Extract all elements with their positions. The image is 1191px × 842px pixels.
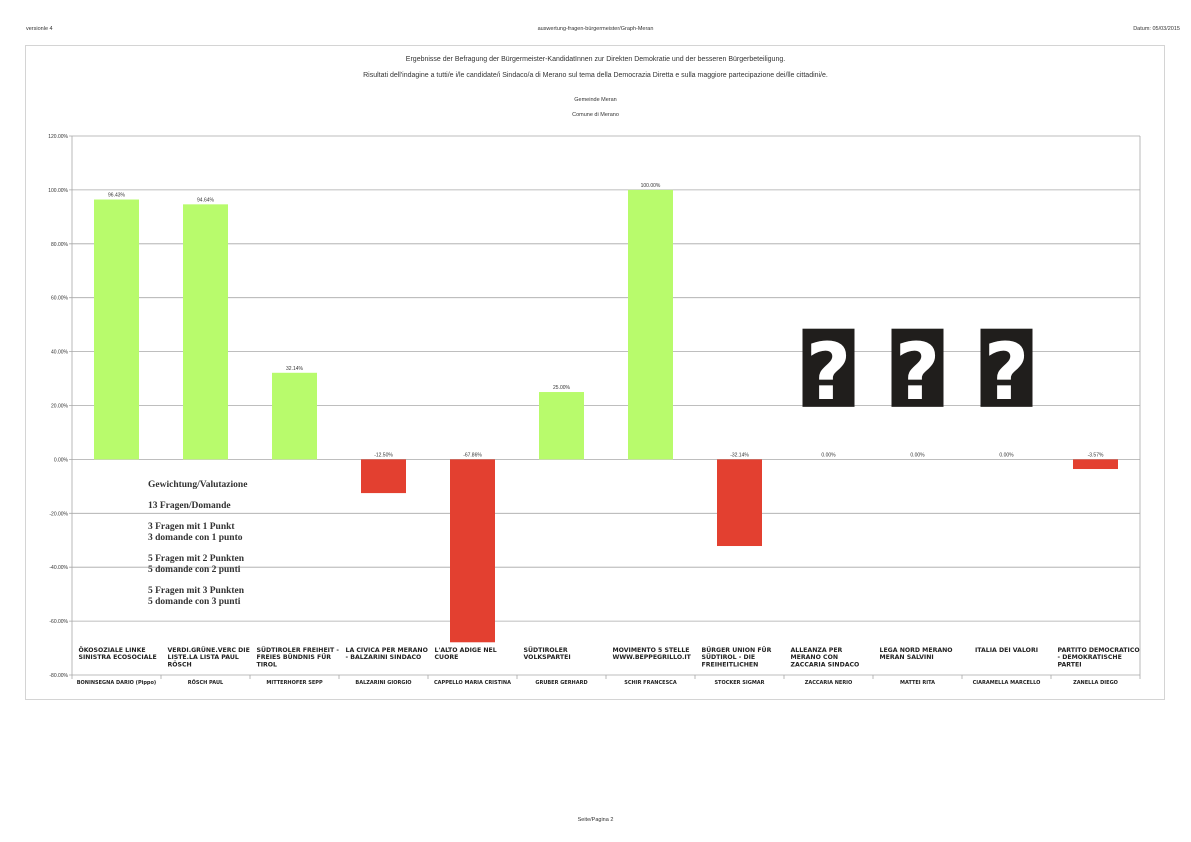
- legend-2pt-it: 5 domande con 2 punti: [148, 565, 241, 575]
- candidate-label: CAPPELLO MARIA CRISTINA: [434, 680, 511, 686]
- chart-subtitle-municipality-de: Gemeinde Meran: [574, 97, 617, 103]
- value-label: 32.14%: [286, 365, 303, 372]
- category-label: SÜDTIROL - DIE: [701, 654, 756, 662]
- candidate-label: RÖSCH PAUL: [187, 680, 224, 686]
- category-label: TIROL: [256, 661, 277, 669]
- candidate-label: MATTEI RITA: [899, 680, 936, 686]
- value-label: 0.00%: [821, 452, 836, 459]
- legend-3pt-de: 5 Fragen mit 3 Punkten: [148, 586, 245, 596]
- bars: [94, 190, 1118, 642]
- category-label: RÖSCH: [167, 661, 192, 669]
- candidate-label: CIARAMELLA MARCELLO: [972, 680, 1041, 686]
- weighting-legend: [148, 480, 247, 608]
- category-label: MOVIMENTO 5 STELLE: [612, 647, 690, 654]
- y-tick-label: 0.00%: [53, 457, 68, 464]
- y-tick-label: -80.00%: [49, 673, 68, 679]
- y-tick-label: 80.00%: [51, 241, 68, 248]
- value-label: -12.50%: [374, 452, 393, 459]
- category-label: ZACCARIA SINDACO: [790, 661, 860, 669]
- bar: [272, 373, 317, 460]
- value-label: 96.43%: [108, 192, 125, 199]
- bar: [717, 459, 762, 546]
- category-label: LISTE.LA LISTA PAUL: [167, 654, 239, 662]
- value-label: 100.00%: [640, 182, 661, 189]
- candidate-labels: [77, 679, 1118, 686]
- y-tick-label: -60.00%: [49, 619, 68, 626]
- y-tick-label: -20.00%: [49, 511, 68, 518]
- value-label: 25.00%: [553, 385, 570, 392]
- bar: [1073, 459, 1118, 469]
- value-label: 94.64%: [197, 197, 214, 204]
- y-tick-label: 60.00%: [51, 295, 68, 302]
- question-mark-icon: ?: [983, 328, 1030, 419]
- category-label: VERDI.GRÜNE.VERC DIE: [167, 647, 250, 654]
- y-tick-label: 20.00%: [51, 403, 68, 410]
- value-label: -67.86%: [463, 452, 482, 459]
- value-label: 0.00%: [999, 452, 1014, 459]
- category-label: LEGA NORD MERANO: [879, 647, 953, 654]
- category-label: PARTEI: [1057, 661, 1082, 669]
- y-tick-label: -40.00%: [49, 565, 68, 572]
- value-label: -32.14%: [730, 452, 749, 459]
- y-tick-label: 120.00%: [48, 134, 68, 140]
- category-label: BÜRGER UNION FÜR: [701, 647, 772, 654]
- y-tick-label: 100.00%: [48, 187, 68, 194]
- category-label: ALLEANZA PER: [790, 647, 843, 654]
- bar: [183, 204, 228, 459]
- bar: [450, 459, 495, 642]
- header-filename: auswertung-fragen-bürgermeister/Graph-Meran: [537, 26, 654, 32]
- value-label: 0.00%: [910, 452, 925, 459]
- candidate-label: MITTERHOFER SEPP: [266, 680, 323, 686]
- legend-1pt-it: 3 domande con 1 punto: [148, 533, 243, 543]
- value-labels: [108, 183, 1104, 459]
- category-label: L'ALTO ADIGE NEL: [434, 647, 497, 654]
- category-label: SINISTRA ECOSOCIALE: [78, 654, 157, 662]
- x-category-labels: [79, 645, 1140, 668]
- candidate-label: BALZARINI GIORGIO: [355, 680, 412, 686]
- chart-subtitle-municipality-it: Comune di Merano: [572, 112, 619, 118]
- y-tick-label: 40.00%: [51, 349, 68, 356]
- page-number: Seite/Pagina 2: [577, 817, 614, 823]
- question-mark-icon: ?: [805, 328, 852, 419]
- candidate-label: GRUBER GERHARD: [535, 680, 588, 686]
- category-label: WWW.BEPPEGRILLO.IT: [612, 654, 691, 662]
- category-label: SÜDTIROLER FREIHEIT -: [256, 647, 339, 654]
- legend-3pt-it: 5 domande con 3 punti: [148, 597, 241, 607]
- legend-2pt-de: 5 Fragen mit 2 Punkten: [148, 554, 245, 564]
- bar: [628, 190, 673, 460]
- candidate-label: ZANELLA DIEGO: [1073, 680, 1118, 686]
- category-label: CUORE: [434, 654, 459, 662]
- bar: [539, 392, 584, 459]
- category-label: MERAN SALVINI: [879, 654, 934, 662]
- candidate-label: ZACCARIA NERIO: [804, 680, 853, 686]
- chart-title: Ergebnisse der Befragung der Bürgermeister-KandidatInnen zur Direkten Demokratie und der besseren Bürgerbeteiligung.: [405, 56, 786, 63]
- category-label: FREIES BÜNDNIS FÜR: [256, 654, 332, 662]
- category-label: - DEMOKRATISCHE: [1057, 654, 1122, 662]
- category-label: ITALIA DEI VALORI: [974, 647, 1039, 654]
- y-tick-labels: [48, 134, 68, 679]
- legend-total: 13 Fragen/Domande: [148, 501, 231, 511]
- category-label: MERANO CON: [790, 654, 839, 662]
- category-label: ÖKOSOZIALE LINKE: [78, 647, 146, 654]
- header-version: versionle 4: [26, 26, 53, 32]
- question-mark-icon: ?: [894, 328, 941, 419]
- candidate-label: BONINSEGNA DARIO (Pippo): [76, 680, 157, 686]
- category-label: FREIHEITLICHEN: [701, 661, 759, 669]
- chart-subtitle: Risultati dell'indagine a tutti/e i/le candidate/i Sindaco/a di Merano sul tema della Democrazia Diretta e sulla maggiore partecipazione dei/lle cittadini/e.: [363, 72, 828, 79]
- no-answer-marks: [803, 328, 1033, 418]
- candidate-label: STOCKER SIGMAR: [714, 680, 765, 686]
- legend-1pt-de: 3 Fragen mit 1 Punkt: [148, 522, 235, 532]
- legend-title: Gewichtung/Valutazione: [148, 480, 248, 490]
- bar: [361, 459, 406, 493]
- category-label: SÜDTIROLER: [523, 647, 568, 654]
- bar: [94, 200, 139, 460]
- category-label: - BALZARINI SINDACO: [345, 654, 422, 662]
- candidate-label: SCHIR FRANCESCA: [624, 680, 677, 686]
- category-label: VOLKSPARTEI: [523, 654, 571, 662]
- header-date: Datum: 05/03/2015: [1133, 26, 1180, 32]
- category-label: PARTITO DEMOCRATICO: [1057, 647, 1140, 654]
- value-label: -3.57%: [1087, 452, 1104, 459]
- category-label: LA CIVICA PER MERANO: [345, 647, 428, 654]
